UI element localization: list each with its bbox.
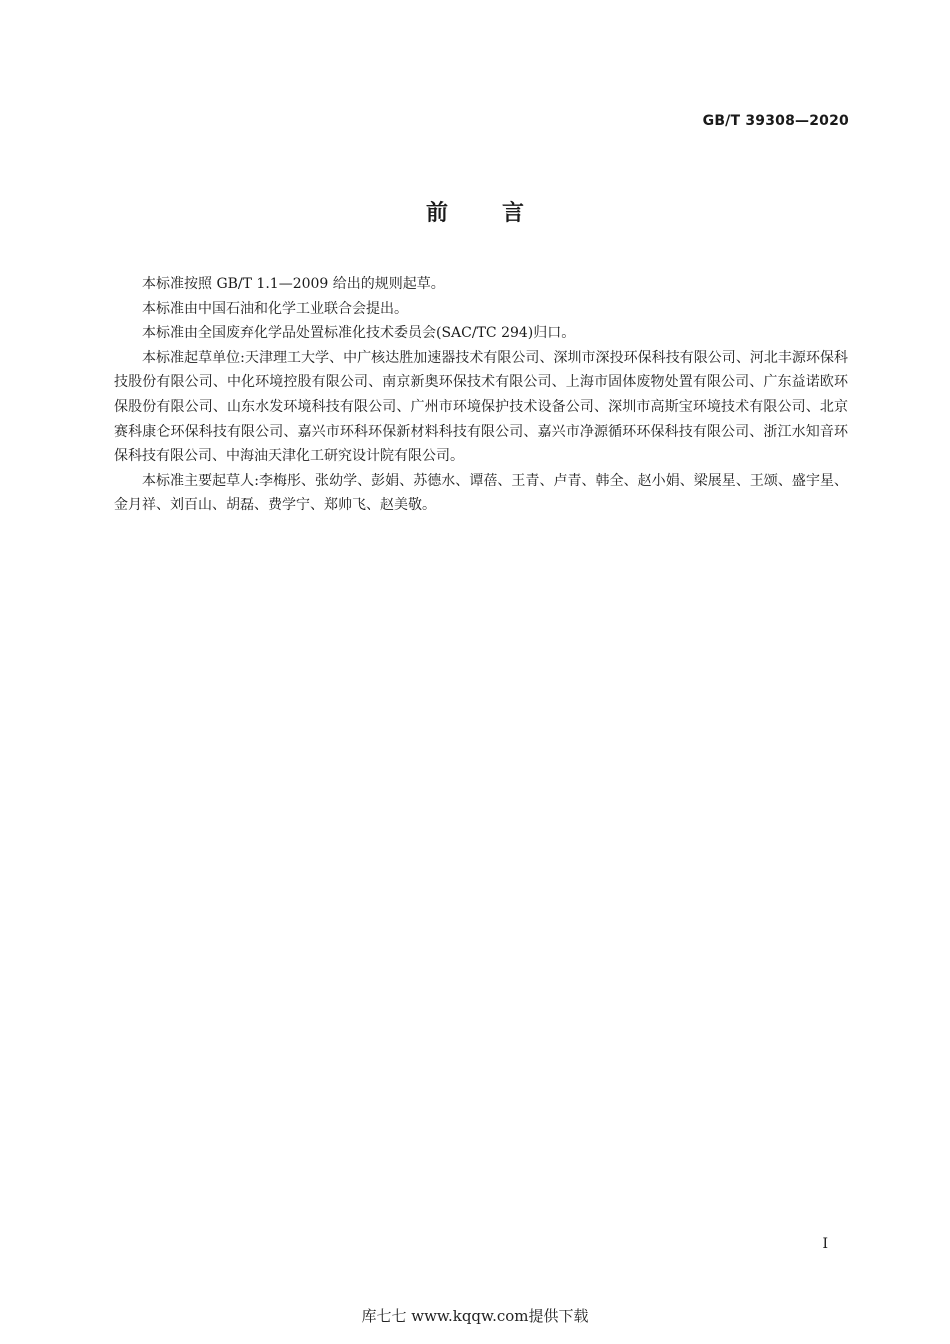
- paragraph-drafting-units: 本标准起草单位:天津理工大学、中广核达胜加速器技术有限公司、深圳市深投环保科技有限公司、河北丰源环保科技股份有限公司、中化环境控股有限公司、南京新奥环保技术有限公司、上海市固体废物处置有限公司、广东益诺欧环保股份有限公司、山东水发环境科技有限公司、广州市环境保护技术设备公司、深圳市高斯宝环境技术有限公司、北京赛科康仑环保科技有限公司、嘉兴市环科环保新材料科技有限公司、嘉兴市净源循环环保科技有限公司、浙江水知音环保科技有限公司、中海油天津化工研究设计院有限公司。: [114, 349, 848, 465]
- paragraph-committee: 本标准由全国废弃化学品处置标准化技术委员会(SAC/TC 294)归口。: [142, 325, 576, 342]
- paragraph-drafting-rules: 本标准按照 GB/T 1.1—2009 给出的规则起草。: [142, 276, 445, 292]
- title-char-1: 前: [425, 201, 448, 226]
- paragraph-drafters: 本标准主要起草人:李梅彤、张幼学、彭娟、苏德水、谭蓓、王青、卢青、韩全、赵小娟、梁展星、王颂、盛宇星、金月祥、刘百山、胡磊、费学宁、郑帅飞、赵美敬。: [114, 472, 848, 514]
- page-number: I: [822, 1236, 828, 1252]
- foreword-body: [114, 272, 848, 518]
- page-title: [0, 196, 950, 227]
- title-char-2: 言: [502, 201, 525, 226]
- standard-code: GB/T 39308—2020: [702, 113, 849, 129]
- paragraph-proposer: 本标准由中国石油和化学工业联合会提出。: [142, 300, 408, 317]
- download-footer: 库七七 www.kqqw.com提供下载: [361, 1307, 589, 1325]
